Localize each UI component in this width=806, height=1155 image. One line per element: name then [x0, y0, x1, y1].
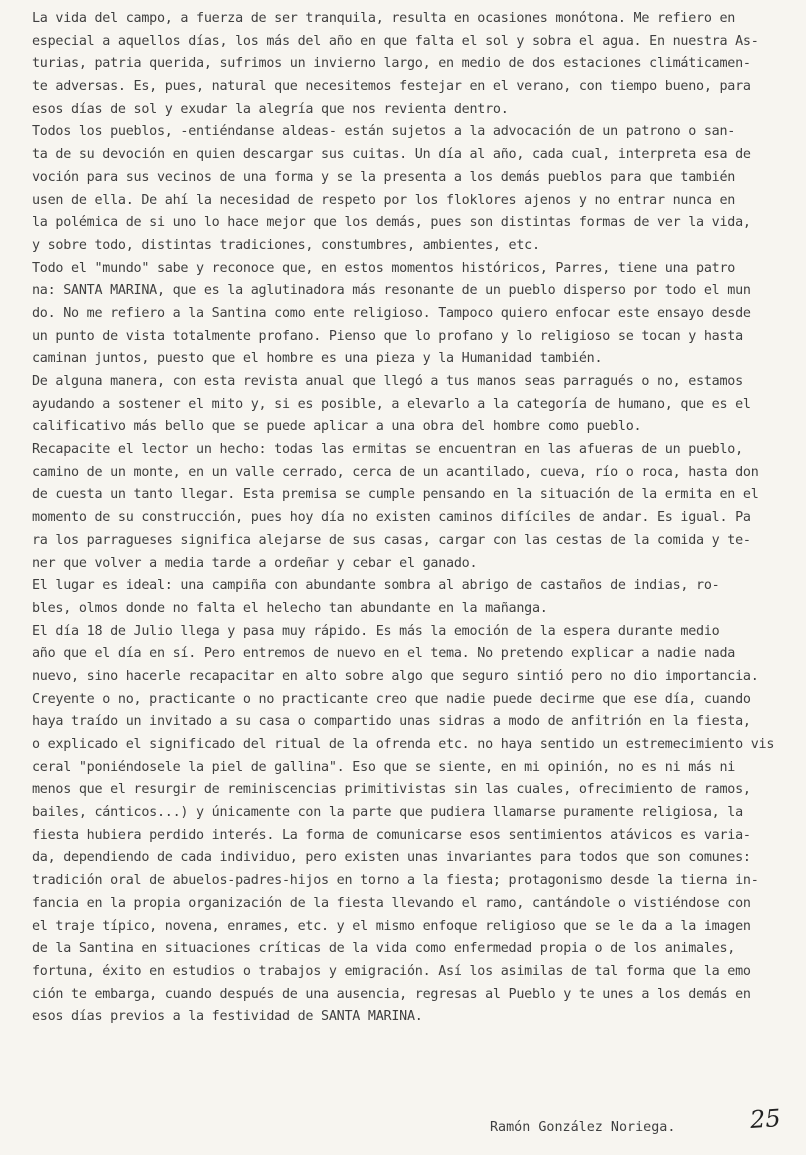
text-line: haya traído un invitado a su casa o compartido unas sidras a modo de anfitrión en la fiesta, — [32, 714, 751, 730]
text-line: ra los parragueses significa alejarse de sus casas, cargar con las cestas de la comida y te- — [32, 532, 751, 548]
text-line: o explicado el significado del ritual de la ofrenda etc. no haya sentido un estremecimiento vis — [32, 737, 775, 752]
text-line: bles, olmos donde no falta el helecho tan abundante en la mañanga. — [32, 600, 548, 616]
text-line: El día 18 de Julio llega y pasa muy rápido. Es más la emoción de la espera durante medio — [32, 623, 720, 639]
text-line: caminan juntos, puesto que el hombre es una pieza y la Humanidad también. — [32, 351, 603, 367]
text-line: esos días de sol y exudar la alegría que nos revienta dentro. — [32, 101, 509, 117]
text-line: ción te embarga, cuando después de una ausencia, regresas al Pueblo y te unes a los demás en — [32, 986, 751, 1002]
page-number: 25 — [749, 1103, 782, 1135]
text-line: usen de ella. De ahí la necesidad de respeto por los floklores ajenos y no entrar nunca en — [32, 192, 736, 208]
text-line: camino de un monte, en un valle cerrado, cerca de un acantilado, cueva, río o roca, hasta don — [32, 464, 759, 480]
text-line: de la Santina en situaciones críticas de la vida como enfermedad propia o de los animales, — [32, 941, 736, 957]
text-line: ceral "poniéndosele la piel de gallina". Eso que se siente, en mi opinión, no es ni más ni — [32, 759, 736, 775]
text-line: ta de su devoción en quien descargar sus cuitas. Un día al año, cada cual, interpreta esa de — [32, 147, 751, 163]
text-line: ayudando a sostener el mito y, si es posible, a elevarlo a la categoría de humano, que es el — [32, 396, 751, 412]
text-line: turias, patria querida, sufrimos un invierno largo, en medio de dos estaciones climáticamen- — [32, 56, 751, 72]
text-line: na: SANTA MARINA, que es la aglutinadora más resonante de un pueblo disperso por todo el mun — [32, 283, 751, 299]
text-line: da, dependiendo de cada individuo, pero existen unas invariantes para todos que son comunes: — [32, 850, 751, 866]
text-line: un punto de vista totalmente profano. Pienso que lo profano y lo religioso se tocan y hasta — [32, 328, 743, 344]
text-line: Recapacite el lector un hecho: todas las ermitas se encuentran en las afueras de un pueblo, — [32, 442, 743, 458]
text-line: calificativo más bello que se puede aplicar a una obra del hombre como pueblo. — [32, 419, 642, 435]
text-line: Todo el "mundo" sabe y reconoce que, en estos momentos históricos, Parres, tiene una patro — [32, 260, 736, 276]
text-line: el traje típico, novena, enrames, etc. y el mismo enfoque religioso que se le da a la imagen — [32, 918, 751, 934]
text-line: fiesta hubiera perdido interés. La forma de comunicarse esos sentimientos atávicos es varia- — [32, 827, 751, 843]
text-line: especial a aquellos días, los más del año en que falta el sol y sobra el agua. En nuestra As- — [32, 33, 759, 49]
text-line: bailes, cánticos...) y únicamente con la parte que pudiera llamarse puramente religiosa, la — [32, 805, 743, 821]
text-line: ner que volver a media tarde a ordeñar y cebar el ganado. — [32, 555, 478, 571]
text-line: esos días previos a la festividad de SANTA MARINA. — [32, 1009, 423, 1025]
text-line: De alguna manera, con esta revista anual que llegó a tus manos seas parragués o no, estamos — [32, 374, 743, 389]
text-line: El lugar es ideal: una campiña con abundante sombra al abrigo de castaños de indias, ro- — [32, 578, 720, 594]
text-line: La vida del campo, a fuerza de ser tranquila, resulta en ocasiones monótona. Me refiero en — [32, 11, 736, 26]
text-line: nuevo, sino hacerle recapacitar en alto sobre algo que seguro sintió pero no dio importancia. — [32, 668, 759, 684]
text-line: la polémica de si uno lo hace mejor que los demás, pues son distintas formas de ver la vida, — [32, 215, 751, 231]
text-line: Todos los pueblos, -entiéndanse aldeas- están sujetos a la advocación de un patrono o san- — [32, 124, 736, 140]
author-signature: Ramón González Noriega. — [490, 1120, 676, 1135]
text-line: tradición oral de abuelos-padres-hijos en torno a la fiesta; protagonismo desde la tierna in- — [32, 873, 759, 889]
text-line: te adversas. Es, pues, natural que necesitemos festejar en el verano, con tiempo bueno, para — [32, 79, 751, 95]
text-line: y sobre todo, distintas tradiciones, constumbres, ambientes, etc. — [32, 237, 540, 253]
text-line: Creyente o no, practicante o no practicante creo que nadie puede decirme que ese día, cuando — [32, 691, 751, 707]
body-text — [32, 8, 806, 1029]
text-line: menos que el resurgir de reminiscencias primitivistas sin las cuales, ofrecimiento de ramos, — [32, 782, 751, 798]
text-line: fancia en la propia organización de la fiesta llevando el ramo, cantándole o vistiéndose con — [32, 895, 751, 911]
text-line: de cuesta un tanto llegar. Esta premisa se cumple pensando en la situación de la ermita en el — [32, 487, 759, 503]
text-line: fortuna, éxito en estudios o trabajos y emigración. Así los asimilas de tal forma que la emo — [32, 963, 751, 979]
text-line: momento de su construcción, pues hoy día no existen caminos difíciles de andar. Es igual. Pa — [32, 510, 751, 526]
text-line: año que el día en sí. Pero entremos de nuevo en el tema. No pretendo explicar a nadie nada — [32, 646, 736, 662]
text-line: do. No me refiero a la Santina como ente religioso. Tampoco quiero enfocar este ensayo desde — [32, 305, 751, 321]
text-line: voción para sus vecinos de una forma y se la presenta a los demás pueblos para que también — [32, 169, 736, 185]
